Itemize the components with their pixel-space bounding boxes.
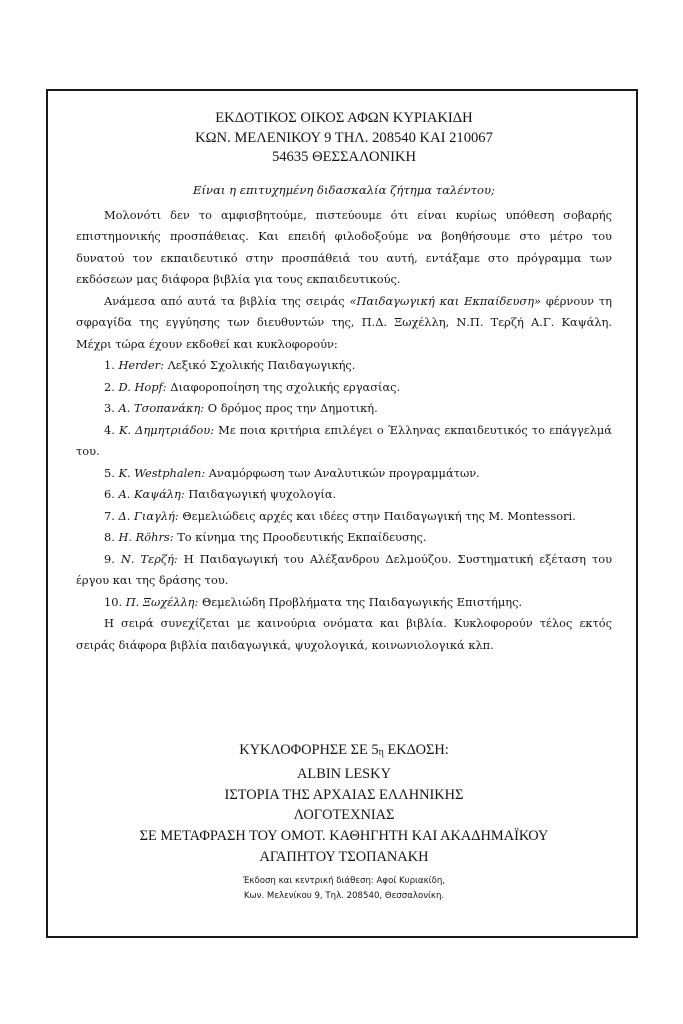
book-number: 4. bbox=[104, 422, 115, 437]
book-author: Herder: bbox=[118, 358, 164, 372]
book-item bbox=[76, 420, 612, 463]
translation-line-1: ΣΕ ΜΕΤΑΦΡΑΣΗ ΤΟΥ ΟΜΟΤ. ΚΑΘΗΓΗΤΗ ΚΑΙ ΑΚΑΔΗΜΑΪΚΟΥ bbox=[139, 828, 549, 845]
series-name: «Παιδαγωγική και Εκπαίδευση» bbox=[349, 293, 541, 308]
book-author: Ν. Τερζή: bbox=[120, 551, 178, 566]
imprint bbox=[76, 874, 612, 904]
book-title: Με ποια κριτήρια επιλέγει ο Έλληνας εκπαιδευτικός το επάγγελμά του. bbox=[76, 422, 612, 458]
edition-line bbox=[76, 740, 612, 764]
book-number: 3. bbox=[104, 401, 115, 415]
book-title: Λεξικό Σχολικής Παιδαγωγικής. bbox=[167, 358, 356, 372]
body-text bbox=[76, 205, 612, 657]
book-author-name: ALBIN LESKY bbox=[297, 765, 391, 782]
book-item bbox=[76, 463, 612, 485]
book-author: Δ. Γιαγλή: bbox=[118, 508, 179, 523]
book-author: Κ. Δημητριάδου: bbox=[118, 422, 215, 437]
book-item bbox=[76, 398, 612, 420]
book-list bbox=[76, 355, 612, 613]
book-author: H. Röhrs: bbox=[118, 530, 174, 544]
imprint-line-1: Έκδοση και κεντρική διάθεση: Αφοί Κυριακίδη, bbox=[242, 875, 446, 886]
publisher-city: 54635 ΘΕΣΣΑΛΟΝΙΚΗ bbox=[271, 149, 417, 165]
edition-text-end: ΕΚΔΟΣΗ: bbox=[383, 742, 449, 758]
book-item bbox=[76, 527, 612, 549]
page-content bbox=[76, 91, 612, 904]
publisher-address: ΚΩΝ. ΜΕΛΕΝΙΚΟΥ 9 ΤΗΛ. 208540 ΚΑΙ 210067 bbox=[195, 129, 493, 146]
intro-2-before: Ανάμεσα από αυτά τα βιβλία της σειράς bbox=[104, 293, 350, 308]
book-title: Θεμελιώδεις αρχές και ιδέες στην Παιδαγωγική της M. Montessori. bbox=[182, 508, 576, 523]
closing-paragraph: Η σειρά συνεχίζεται με καινούρια ονόματα και βιβλία. Κυκλοφορούν τέλος εκτός σειράς διάφορα βιβλία παιδαγωγικά, ψυχολογικά, κοινωνιολογικά κλπ. bbox=[76, 616, 612, 652]
book-number: 8. bbox=[104, 530, 115, 544]
book-number: 2. bbox=[104, 379, 115, 394]
book-author: D. Hopf: bbox=[118, 379, 167, 394]
book-title: Θεμελιώδη Προβλήματα της Παιδαγωγικής Επιστήμης. bbox=[201, 594, 523, 609]
edition-superscript: η bbox=[378, 747, 384, 758]
book-item bbox=[76, 506, 612, 528]
book-author: Α. Τσοπανάκη: bbox=[118, 401, 205, 415]
translation-line-2: ΑΓΑΠΗΤΟΥ ΤΣΟΠΑΝΑΚΗ bbox=[259, 848, 429, 865]
book-title: Αναμόρφωση των Αναλυτικών προγραμμάτων. bbox=[208, 465, 480, 480]
book-number: 10. bbox=[104, 594, 123, 609]
book-item bbox=[76, 549, 612, 592]
intro-paragraph-2 bbox=[76, 291, 612, 356]
publisher-header bbox=[76, 109, 612, 168]
book-title-line-1: ΙΣΤΟΡΙΑ ΤΗΣ ΑΡΧΑΙΑΣ ΕΛΛΗΝΙΚΗΣ bbox=[224, 786, 464, 803]
publisher-name: ΕΚΔΟΤΙΚΟΣ ΟΙΚΟΣ ΑΦΩΝ ΚΥΡΙΑΚΙΔΗ bbox=[215, 110, 473, 126]
book-item bbox=[76, 377, 612, 399]
book-title: Η Παιδαγωγική του Αλέξανδρου Δελμούζου. Συστηματική εξέταση του έργου και της δράσης του. bbox=[76, 551, 613, 587]
book-item bbox=[76, 592, 612, 614]
book-author: K. Westphalen: bbox=[118, 465, 206, 480]
book-author: Π. Ξωχέλλη: bbox=[125, 594, 199, 609]
book-number: 7. bbox=[104, 508, 115, 523]
book-item bbox=[76, 355, 612, 377]
book-title: Παιδαγωγική ψυχολογία. bbox=[188, 487, 337, 501]
book-title: Το κίνημα της Προοδευτικής Εκπαίδευσης. bbox=[177, 530, 427, 544]
book-number: 5. bbox=[104, 465, 115, 480]
book-item bbox=[76, 484, 612, 506]
intro-paragraph-1: Μολονότι δεν το αμφισβητούμε, πιστεύουμε ότι είναι κυρίως υπόθεση σοβαρής επιστημονικής προσπάθειας. Και επειδή φιλοδοξούμε να βοηθήσουμε στο μέτρο του δυνατού τον εκπαιδευτικό στην προσπάθειά του αυτή, εντάξαμε στο πρόγραμμα των εκδόσεων μας διάφορα βιβλία για τους εκπαιδευτικούς. bbox=[76, 207, 612, 286]
announcement bbox=[76, 740, 612, 868]
book-number: 9. bbox=[104, 551, 115, 566]
motto: Είναι η επιτυχημένη διδασκαλία ζήτημα ταλέντου; bbox=[193, 182, 495, 197]
book-author: Α. Καψάλη: bbox=[118, 487, 185, 501]
book-title-line-2: ΛΟΓΟΤΕΧΝΙΑΣ bbox=[293, 807, 395, 824]
imprint-line-2: Κων. Μελενίκου 9, Τηλ. 208540, Θεσσαλονίκη. bbox=[243, 890, 445, 901]
edition-text: ΚΥΚΛΟΦΟΡΗΣΕ ΣΕ 5 bbox=[239, 742, 379, 758]
book-title: Ο δρόμος προς την Δημοτική. bbox=[207, 401, 378, 415]
book-title: Διαφοροποίηση της σχολικής εργασίας. bbox=[170, 379, 401, 394]
intro-2-after: φέρνουν τη σφραγίδα της εγγύησης των διευθυντών της, Π.Δ. Ξωχέλλη, Ν.Π. Τερζή Α.Γ. Καψάλη. Μέχρι τώρα έχουν εκδοθεί και κυκλοφορούν: bbox=[76, 293, 612, 351]
page-frame bbox=[46, 89, 638, 938]
book-number: 1. bbox=[104, 358, 115, 372]
book-number: 6. bbox=[104, 487, 115, 501]
